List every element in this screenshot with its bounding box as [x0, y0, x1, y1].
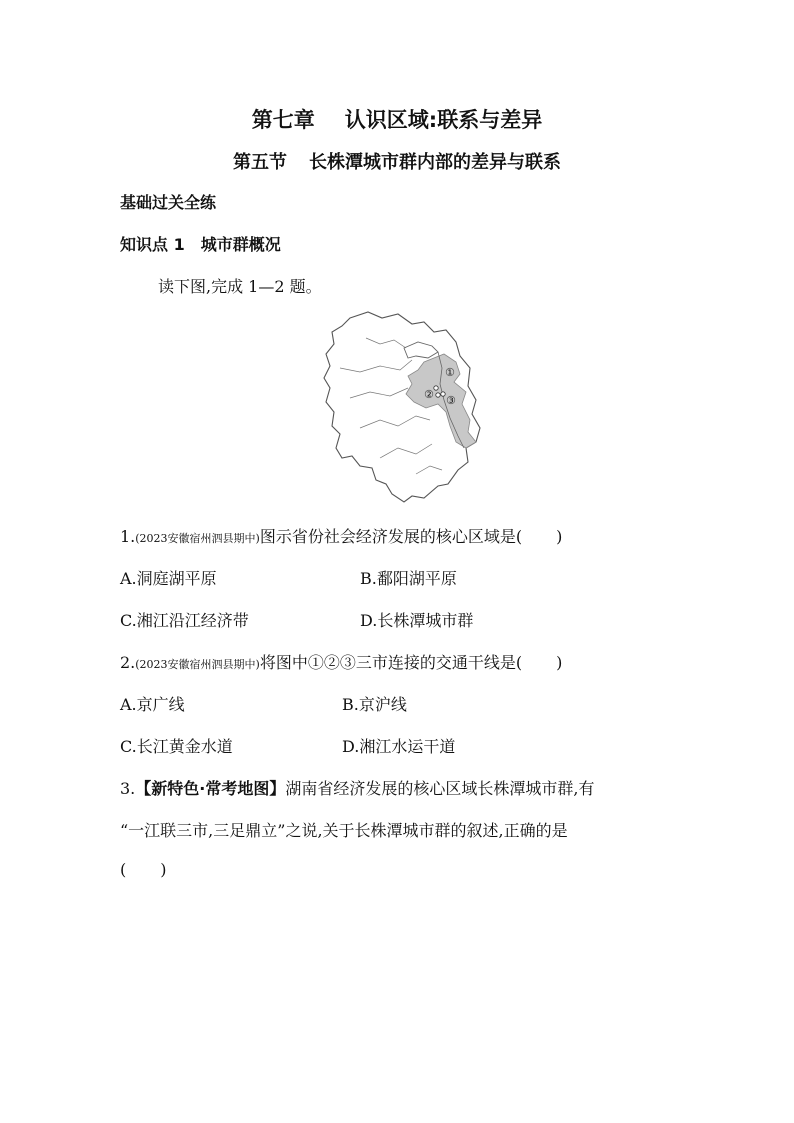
- option-1c[interactable]: C.湘江沿江经济带: [120, 611, 249, 630]
- question-stem-line-1: 湖南省经济发展的核心区域长株潭城市群,有: [285, 779, 595, 798]
- section-name: 长株潭城市群内部的差异与联系: [309, 152, 561, 173]
- question-tag: 【新特色·常考地图】: [135, 779, 286, 798]
- knowledge-point-heading: [120, 232, 281, 255]
- question-source: (2023安徽宿州泗县期中): [135, 532, 260, 545]
- question-3-answer: ( ): [120, 860, 167, 879]
- marker-label-2: ②: [424, 388, 434, 401]
- chapter-number: 第七章: [251, 108, 315, 132]
- practice-heading: 基础过关全练: [120, 193, 217, 212]
- question-3: [120, 776, 594, 799]
- hunan-province-map-icon: [320, 308, 490, 508]
- question-2: 2.(2023安徽宿州泗县期中)将图中①②③三市连接的交通干线是( ): [120, 653, 563, 672]
- question-source: (2023安徽宿州泗县期中): [135, 658, 260, 671]
- hunan-province-map-figure: [320, 308, 490, 508]
- question-number: 3.: [120, 779, 136, 798]
- question-stem: 图示省份社会经济发展的核心区域是(: [259, 527, 523, 546]
- city-marker-changsha: [434, 386, 438, 390]
- option-1a[interactable]: A.洞庭湖平原: [120, 569, 217, 588]
- knowledge-point-label: 知识点 1: [120, 235, 185, 254]
- city-marker-xiangtan: [436, 393, 440, 397]
- option-2d[interactable]: D.湘江水运干道: [342, 737, 456, 756]
- option-2b[interactable]: B.京沪线: [342, 695, 407, 714]
- chapter-name: 认识区域:联系与差异: [344, 108, 543, 132]
- section-number: 第五节: [233, 152, 287, 173]
- chapter-title: [0, 104, 794, 134]
- section-title: [0, 148, 794, 174]
- question-stem: 将图中①②③三市连接的交通干线是(: [259, 653, 523, 672]
- question-number: 1.: [120, 527, 136, 546]
- marker-label-1: ①: [445, 366, 455, 379]
- instruction-text: 读下图,完成 1—2 题。: [158, 277, 322, 296]
- option-1d[interactable]: D.长株潭城市群: [360, 611, 474, 630]
- question-1: 1.(2023安徽宿州泗县期中)图示省份社会经济发展的核心区域是( ): [120, 527, 563, 546]
- option-1b[interactable]: B.鄱阳湖平原: [360, 569, 457, 588]
- city-marker-zhuzhou: [441, 392, 445, 396]
- question-3-line-2: “一江联三市,三足鼎立”之说,关于长株潭城市群的叙述,正确的是: [120, 821, 568, 840]
- option-2a[interactable]: A.京广线: [120, 695, 185, 714]
- option-2c[interactable]: C.长江黄金水道: [120, 737, 233, 756]
- knowledge-point-name: 城市群概况: [200, 235, 281, 254]
- marker-label-3: ③: [446, 394, 456, 407]
- question-number: 2.: [120, 653, 136, 672]
